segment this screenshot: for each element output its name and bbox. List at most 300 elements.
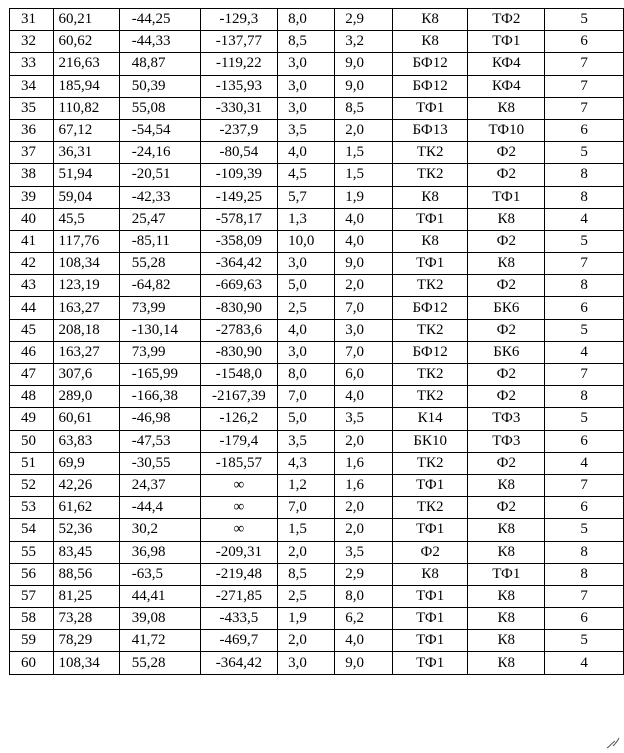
- table-cell: Ф2: [468, 275, 545, 297]
- table-cell: -64,82: [119, 275, 200, 297]
- table-cell: 7,0: [278, 386, 335, 408]
- table-cell: 2,0: [335, 119, 393, 141]
- table-row: [10, 452, 624, 474]
- table-row: [10, 408, 624, 430]
- table-cell: 2,0: [335, 519, 393, 541]
- table-cell: 163,27: [53, 341, 119, 363]
- table-cell: 8,5: [278, 31, 335, 53]
- table-cell: 5: [545, 519, 624, 541]
- table-cell: 5: [545, 319, 624, 341]
- table-cell: БФ12: [393, 75, 468, 97]
- table-cell: 2,0: [278, 541, 335, 563]
- table-cell: 8: [545, 186, 624, 208]
- table-cell: ТФ2: [468, 9, 545, 31]
- table-cell: 1,5: [335, 164, 393, 186]
- table-cell: -469,7: [200, 630, 278, 652]
- table-cell: 3,0: [335, 319, 393, 341]
- table-cell: -179,4: [200, 430, 278, 452]
- table-cell: 7: [545, 253, 624, 275]
- table-cell: ТФ1: [393, 630, 468, 652]
- table-cell: 7: [545, 474, 624, 496]
- table-cell: 34: [10, 75, 54, 97]
- table-cell: 1,5: [335, 142, 393, 164]
- table-row: [10, 275, 624, 297]
- table-cell: К8: [468, 652, 545, 674]
- table-cell: -44,33: [119, 31, 200, 53]
- table-row: [10, 652, 624, 674]
- table-row: [10, 497, 624, 519]
- table-cell: -109,39: [200, 164, 278, 186]
- table-cell: 4,0: [335, 386, 393, 408]
- table-cell: 36,31: [53, 142, 119, 164]
- table-cell: К8: [468, 541, 545, 563]
- table-cell: 9,0: [335, 253, 393, 275]
- table-cell: БК10: [393, 430, 468, 452]
- table-cell: 36: [10, 119, 54, 141]
- table-cell: ТФ1: [393, 519, 468, 541]
- table-cell: 8: [545, 164, 624, 186]
- table-cell: БК6: [468, 297, 545, 319]
- table-cell: ∞: [200, 519, 278, 541]
- table-cell: 5: [545, 142, 624, 164]
- table-cell: БФ13: [393, 119, 468, 141]
- table-cell: 60: [10, 652, 54, 674]
- table-cell: Ф2: [468, 142, 545, 164]
- table-cell: 2,9: [335, 9, 393, 31]
- table-cell: 44,41: [119, 585, 200, 607]
- table-row: [10, 585, 624, 607]
- table-body: [10, 9, 624, 675]
- table-cell: ТФ3: [468, 408, 545, 430]
- table-cell: ТФ1: [468, 563, 545, 585]
- table-row: [10, 208, 624, 230]
- table-cell: 307,6: [53, 364, 119, 386]
- table-row: [10, 97, 624, 119]
- table-cell: -433,5: [200, 608, 278, 630]
- table-cell: ТФ1: [468, 31, 545, 53]
- table-cell: Ф2: [393, 541, 468, 563]
- table-cell: 8: [545, 275, 624, 297]
- table-cell: ТК2: [393, 386, 468, 408]
- table-cell: 4: [545, 652, 624, 674]
- data-table: [9, 8, 624, 675]
- table-cell: 46: [10, 341, 54, 363]
- table-cell: 2,0: [335, 497, 393, 519]
- table-cell: 55: [10, 541, 54, 563]
- table-cell: 58: [10, 608, 54, 630]
- table-cell: 52: [10, 474, 54, 496]
- table-cell: 48,87: [119, 53, 200, 75]
- table-row: [10, 230, 624, 252]
- table-cell: Ф2: [468, 497, 545, 519]
- table-row: [10, 297, 624, 319]
- table-cell: 36,98: [119, 541, 200, 563]
- table-cell: 51: [10, 452, 54, 474]
- table-cell: 88,56: [53, 563, 119, 585]
- table-cell: 4,0: [335, 630, 393, 652]
- table-cell: БФ12: [393, 341, 468, 363]
- table-cell: 60,21: [53, 9, 119, 31]
- table-cell: 67,12: [53, 119, 119, 141]
- table-cell: 41,72: [119, 630, 200, 652]
- table-cell: -830,90: [200, 341, 278, 363]
- table-cell: 6: [545, 497, 624, 519]
- table-cell: -2783,6: [200, 319, 278, 341]
- table-cell: 48: [10, 386, 54, 408]
- table-cell: ТФ1: [393, 585, 468, 607]
- table-cell: 60,62: [53, 31, 119, 53]
- table-cell: 3,0: [278, 75, 335, 97]
- table-cell: ∞: [200, 474, 278, 496]
- table-cell: 39: [10, 186, 54, 208]
- pen-mark-icon: [606, 737, 620, 749]
- table-cell: К8: [468, 585, 545, 607]
- table-cell: -85,11: [119, 230, 200, 252]
- table-cell: -330,31: [200, 97, 278, 119]
- table-cell: -46,98: [119, 408, 200, 430]
- table-cell: БК6: [468, 341, 545, 363]
- table-cell: 51,94: [53, 164, 119, 186]
- table-cell: 69,9: [53, 452, 119, 474]
- table-cell: К8: [393, 186, 468, 208]
- table-cell: 35: [10, 97, 54, 119]
- table-cell: 7: [545, 585, 624, 607]
- table-cell: -830,90: [200, 297, 278, 319]
- table-cell: 73,99: [119, 341, 200, 363]
- table-cell: КФ4: [468, 53, 545, 75]
- table-cell: 4: [545, 208, 624, 230]
- table-cell: 3,0: [278, 97, 335, 119]
- table-row: [10, 164, 624, 186]
- table-cell: 56: [10, 563, 54, 585]
- table-cell: 4,0: [278, 319, 335, 341]
- table-row: [10, 253, 624, 275]
- table-cell: 5: [545, 230, 624, 252]
- table-cell: -219,48: [200, 563, 278, 585]
- table-cell: К8: [393, 230, 468, 252]
- table-cell: 3,0: [278, 253, 335, 275]
- table-cell: 6: [545, 297, 624, 319]
- table-cell: 2,5: [278, 297, 335, 319]
- table-cell: 1,9: [278, 608, 335, 630]
- table-cell: -237,9: [200, 119, 278, 141]
- table-cell: ТФ1: [393, 208, 468, 230]
- table-cell: 24,37: [119, 474, 200, 496]
- table-row: [10, 75, 624, 97]
- table-cell: Ф2: [468, 452, 545, 474]
- table-cell: ТК2: [393, 497, 468, 519]
- table-cell: 59: [10, 630, 54, 652]
- table-cell: 83,45: [53, 541, 119, 563]
- table-cell: 163,27: [53, 297, 119, 319]
- table-cell: -209,31: [200, 541, 278, 563]
- table-cell: -185,57: [200, 452, 278, 474]
- table-cell: -129,3: [200, 9, 278, 31]
- table-cell: 6,2: [335, 608, 393, 630]
- table-cell: К8: [393, 563, 468, 585]
- table-cell: Ф2: [468, 230, 545, 252]
- table-cell: 123,19: [53, 275, 119, 297]
- table-cell: 9,0: [335, 53, 393, 75]
- table-cell: -364,42: [200, 652, 278, 674]
- table-cell: 52,36: [53, 519, 119, 541]
- table-row: [10, 519, 624, 541]
- table-cell: 37: [10, 142, 54, 164]
- table-cell: 108,34: [53, 652, 119, 674]
- table-cell: 1,2: [278, 474, 335, 496]
- table-cell: 5: [545, 9, 624, 31]
- table-cell: 3,0: [278, 652, 335, 674]
- table-cell: 7,0: [278, 497, 335, 519]
- table-cell: 44: [10, 297, 54, 319]
- table-cell: 8: [545, 541, 624, 563]
- table-cell: 41: [10, 230, 54, 252]
- table-cell: Ф2: [468, 364, 545, 386]
- table-cell: -47,53: [119, 430, 200, 452]
- table-cell: 5,0: [278, 408, 335, 430]
- table-cell: 4: [545, 341, 624, 363]
- table-cell: 208,18: [53, 319, 119, 341]
- table-cell: 3,5: [278, 430, 335, 452]
- table-cell: 4,0: [335, 208, 393, 230]
- table-cell: 45,5: [53, 208, 119, 230]
- table-cell: -80,54: [200, 142, 278, 164]
- table-cell: БФ12: [393, 297, 468, 319]
- table-cell: 6: [545, 608, 624, 630]
- table-cell: 2,5: [278, 585, 335, 607]
- table-row: [10, 119, 624, 141]
- table-cell: 25,47: [119, 208, 200, 230]
- table-cell: 5,7: [278, 186, 335, 208]
- table-cell: ТФ1: [393, 97, 468, 119]
- table-cell: ТФ3: [468, 430, 545, 452]
- table-cell: Ф2: [468, 164, 545, 186]
- table-row: [10, 9, 624, 31]
- table-cell: 185,94: [53, 75, 119, 97]
- table-cell: К8: [468, 630, 545, 652]
- table-cell: 7: [545, 75, 624, 97]
- table-cell: 7: [545, 53, 624, 75]
- table-cell: 5: [545, 408, 624, 430]
- table-row: [10, 341, 624, 363]
- table-cell: 1,3: [278, 208, 335, 230]
- table-cell: ТФ1: [393, 474, 468, 496]
- table-cell: 7: [545, 364, 624, 386]
- table-cell: ТФ1: [393, 652, 468, 674]
- table-cell: 3,0: [278, 53, 335, 75]
- table-cell: К8: [468, 97, 545, 119]
- table-cell: 59,04: [53, 186, 119, 208]
- table-cell: 38: [10, 164, 54, 186]
- table-cell: 117,76: [53, 230, 119, 252]
- table-cell: К14: [393, 408, 468, 430]
- table-cell: 78,29: [53, 630, 119, 652]
- table-row: [10, 630, 624, 652]
- table-cell: 39,08: [119, 608, 200, 630]
- table-cell: 49: [10, 408, 54, 430]
- table-cell: 3,5: [335, 541, 393, 563]
- table-cell: -130,14: [119, 319, 200, 341]
- table-cell: ∞: [200, 497, 278, 519]
- table-cell: КФ4: [468, 75, 545, 97]
- table-cell: -20,51: [119, 164, 200, 186]
- table-cell: 55,28: [119, 652, 200, 674]
- table-cell: 7,0: [335, 341, 393, 363]
- table-cell: 8,0: [278, 9, 335, 31]
- table-cell: 42: [10, 253, 54, 275]
- table-cell: 8,0: [278, 364, 335, 386]
- table-cell: 50,39: [119, 75, 200, 97]
- table-cell: 289,0: [53, 386, 119, 408]
- table-cell: -578,17: [200, 208, 278, 230]
- table-row: [10, 608, 624, 630]
- table-cell: 4,3: [278, 452, 335, 474]
- table-cell: 2,0: [335, 275, 393, 297]
- table-cell: К8: [468, 208, 545, 230]
- table-cell: 33: [10, 53, 54, 75]
- table-cell: 40: [10, 208, 54, 230]
- table-cell: 50: [10, 430, 54, 452]
- table-cell: Ф2: [468, 319, 545, 341]
- table-cell: 42,26: [53, 474, 119, 496]
- table-cell: 4: [545, 452, 624, 474]
- table-cell: 3,2: [335, 31, 393, 53]
- table-cell: -54,54: [119, 119, 200, 141]
- table-cell: -126,2: [200, 408, 278, 430]
- table-cell: К8: [468, 519, 545, 541]
- table-cell: 47: [10, 364, 54, 386]
- table-cell: 45: [10, 319, 54, 341]
- table-cell: 1,9: [335, 186, 393, 208]
- table-cell: 7: [545, 97, 624, 119]
- table-cell: 6: [545, 119, 624, 141]
- table-cell: К8: [468, 474, 545, 496]
- table-row: [10, 563, 624, 585]
- table-cell: 9,0: [335, 75, 393, 97]
- table-cell: -44,4: [119, 497, 200, 519]
- table-cell: ТФ10: [468, 119, 545, 141]
- table-cell: -358,09: [200, 230, 278, 252]
- table-cell: 2,9: [335, 563, 393, 585]
- table-cell: 6,0: [335, 364, 393, 386]
- table-cell: 216,63: [53, 53, 119, 75]
- table-cell: 10,0: [278, 230, 335, 252]
- table-cell: 6: [545, 430, 624, 452]
- table-cell: ТФ1: [393, 608, 468, 630]
- table-row: [10, 319, 624, 341]
- table-cell: -24,16: [119, 142, 200, 164]
- table-cell: К8: [468, 253, 545, 275]
- table-cell: 73,99: [119, 297, 200, 319]
- table-cell: 53: [10, 497, 54, 519]
- table-cell: ТФ1: [468, 186, 545, 208]
- table-cell: 63,83: [53, 430, 119, 452]
- table-cell: 55,08: [119, 97, 200, 119]
- table-row: [10, 364, 624, 386]
- table-cell: 4,5: [278, 164, 335, 186]
- table-cell: 54: [10, 519, 54, 541]
- table-cell: 5,0: [278, 275, 335, 297]
- table-cell: К8: [393, 9, 468, 31]
- table-cell: 8,5: [278, 563, 335, 585]
- table-row: [10, 53, 624, 75]
- table-row: [10, 142, 624, 164]
- table-row: [10, 474, 624, 496]
- table-cell: 61,62: [53, 497, 119, 519]
- table-cell: К8: [393, 31, 468, 53]
- table-cell: 1,6: [335, 452, 393, 474]
- table-cell: -149,25: [200, 186, 278, 208]
- table-row: [10, 541, 624, 563]
- table-cell: ТК2: [393, 364, 468, 386]
- table-cell: -63,5: [119, 563, 200, 585]
- table-cell: 32: [10, 31, 54, 53]
- table-cell: 81,25: [53, 585, 119, 607]
- table-cell: 2,0: [335, 430, 393, 452]
- table-cell: -669,63: [200, 275, 278, 297]
- table-cell: 3,0: [278, 341, 335, 363]
- table-cell: 3,5: [278, 119, 335, 141]
- table-cell: 31: [10, 9, 54, 31]
- table-cell: -166,38: [119, 386, 200, 408]
- table-cell: 9,0: [335, 652, 393, 674]
- table-row: [10, 186, 624, 208]
- table-cell: -1548,0: [200, 364, 278, 386]
- table-cell: 7,0: [335, 297, 393, 319]
- table-cell: 30,2: [119, 519, 200, 541]
- table-cell: 43: [10, 275, 54, 297]
- table-cell: -42,33: [119, 186, 200, 208]
- table-cell: 73,28: [53, 608, 119, 630]
- table-cell: БФ12: [393, 53, 468, 75]
- table-row: [10, 430, 624, 452]
- table-cell: 6: [545, 31, 624, 53]
- table-cell: ТК2: [393, 275, 468, 297]
- table-cell: 1,6: [335, 474, 393, 496]
- table-cell: -364,42: [200, 253, 278, 275]
- table-cell: 8,0: [335, 585, 393, 607]
- table-cell: 110,82: [53, 97, 119, 119]
- table-row: [10, 386, 624, 408]
- table-cell: 4,0: [335, 230, 393, 252]
- table-cell: К8: [468, 608, 545, 630]
- table-cell: ТФ1: [393, 253, 468, 275]
- table-cell: 8: [545, 563, 624, 585]
- table-cell: ТК2: [393, 452, 468, 474]
- table-cell: -165,99: [119, 364, 200, 386]
- table-cell: 3,5: [335, 408, 393, 430]
- table-cell: 1,5: [278, 519, 335, 541]
- table-cell: 108,34: [53, 253, 119, 275]
- table-cell: ТК2: [393, 164, 468, 186]
- table-cell: -137,77: [200, 31, 278, 53]
- table-cell: -119,22: [200, 53, 278, 75]
- table-cell: -135,93: [200, 75, 278, 97]
- table-cell: -44,25: [119, 9, 200, 31]
- table-cell: -2167,39: [200, 386, 278, 408]
- table-cell: 55,28: [119, 253, 200, 275]
- table-cell: 2,0: [278, 630, 335, 652]
- table-cell: ТК2: [393, 142, 468, 164]
- table-cell: -271,85: [200, 585, 278, 607]
- table-cell: 60,61: [53, 408, 119, 430]
- table-cell: ТК2: [393, 319, 468, 341]
- table-cell: Ф2: [468, 386, 545, 408]
- table-cell: 5: [545, 630, 624, 652]
- table-cell: 8: [545, 386, 624, 408]
- table-cell: 57: [10, 585, 54, 607]
- table-cell: -30,55: [119, 452, 200, 474]
